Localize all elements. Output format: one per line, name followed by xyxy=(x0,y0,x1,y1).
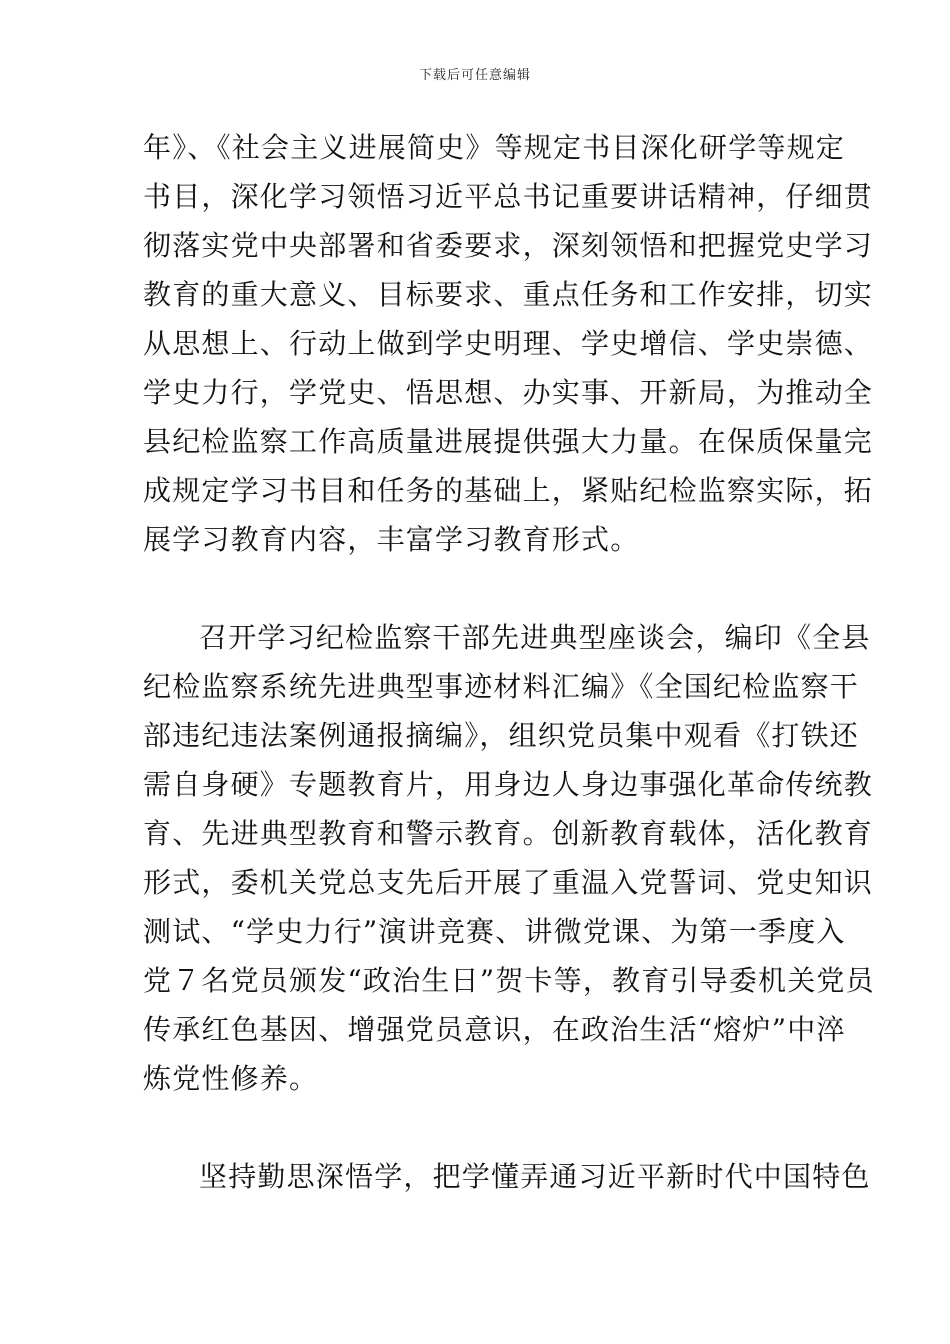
paragraph-1-line-2: 书目，深化学习领悟习近平总书记重要讲话精神，仔细贯 xyxy=(143,180,874,213)
paragraph-1-line-3: 彻落实党中央部署和省委要求，深刻领悟和把握党史学习 xyxy=(143,229,874,262)
paragraph-2-line-5: 育、先进典型教育和警示教育。创新教育载体，活化教育 xyxy=(143,817,874,850)
paragraph-1-line-1: 年》、《社会主义进展简史》等规定书目深化研学等规定 xyxy=(143,131,846,164)
paragraph-3-line-1: 坚持勤思深悟学，把学懂弄通习近平新时代中国特色 xyxy=(199,1160,871,1193)
paragraph-1-line-4: 教育的重大意义、目标要求、重点任务和工作安排，切实 xyxy=(143,278,874,311)
paragraph-2-line-4: 需自身硬》专题教育片，用身边人身边事强化革命传统教 xyxy=(143,768,874,801)
paragraph-1-line-5: 从思想上、行动上做到学史明理、学史增信、学史崇德、 xyxy=(143,327,874,360)
paragraph-1-line-8: 成规定学习书目和任务的基础上，紧贴纪检监察实际，拓 xyxy=(143,474,874,507)
paragraph-1-line-7: 县纪检监察工作高质量进展提供强大力量。在保质保量完 xyxy=(143,425,874,458)
page-header: 下载后可任意编辑 xyxy=(418,68,531,83)
paragraph-2-line-1: 召开学习纪检监察干部先进典型座谈会，编印《全县 xyxy=(199,621,871,654)
paragraph-2-line-10: 炼党性修养。 xyxy=(143,1062,319,1095)
paragraph-2-line-7: 测试、“学史力行”演讲竞赛、讲微党课、为第一季度入 xyxy=(143,915,846,948)
paragraph-2-line-6: 形式，委机关党总支先后开展了重温入党誓词、党史知识 xyxy=(143,866,874,899)
paragraph-1-line-6: 学史力行，学党史、悟思想、办实事、开新局，为推动全 xyxy=(143,376,874,409)
paragraph-1-line-9: 展学习教育内容，丰富学习教育形式。 xyxy=(143,523,640,556)
paragraph-2-line-2: 纪检监察系统先进典型事迹材料汇编》《全国纪检监察干 xyxy=(143,670,860,703)
paragraph-2-line-3: 部违纪违法案例通报摘编》，组织党员集中观看《打铁还 xyxy=(143,719,860,752)
paragraph-2-line-8: 党７名党员颁发“政治生日”贺卡等，教育引导委机关党员 xyxy=(143,964,875,997)
paragraph-2-line-9: 传承红色基因、增强党员意识，在政治生活“熔炉”中淬 xyxy=(143,1013,846,1046)
